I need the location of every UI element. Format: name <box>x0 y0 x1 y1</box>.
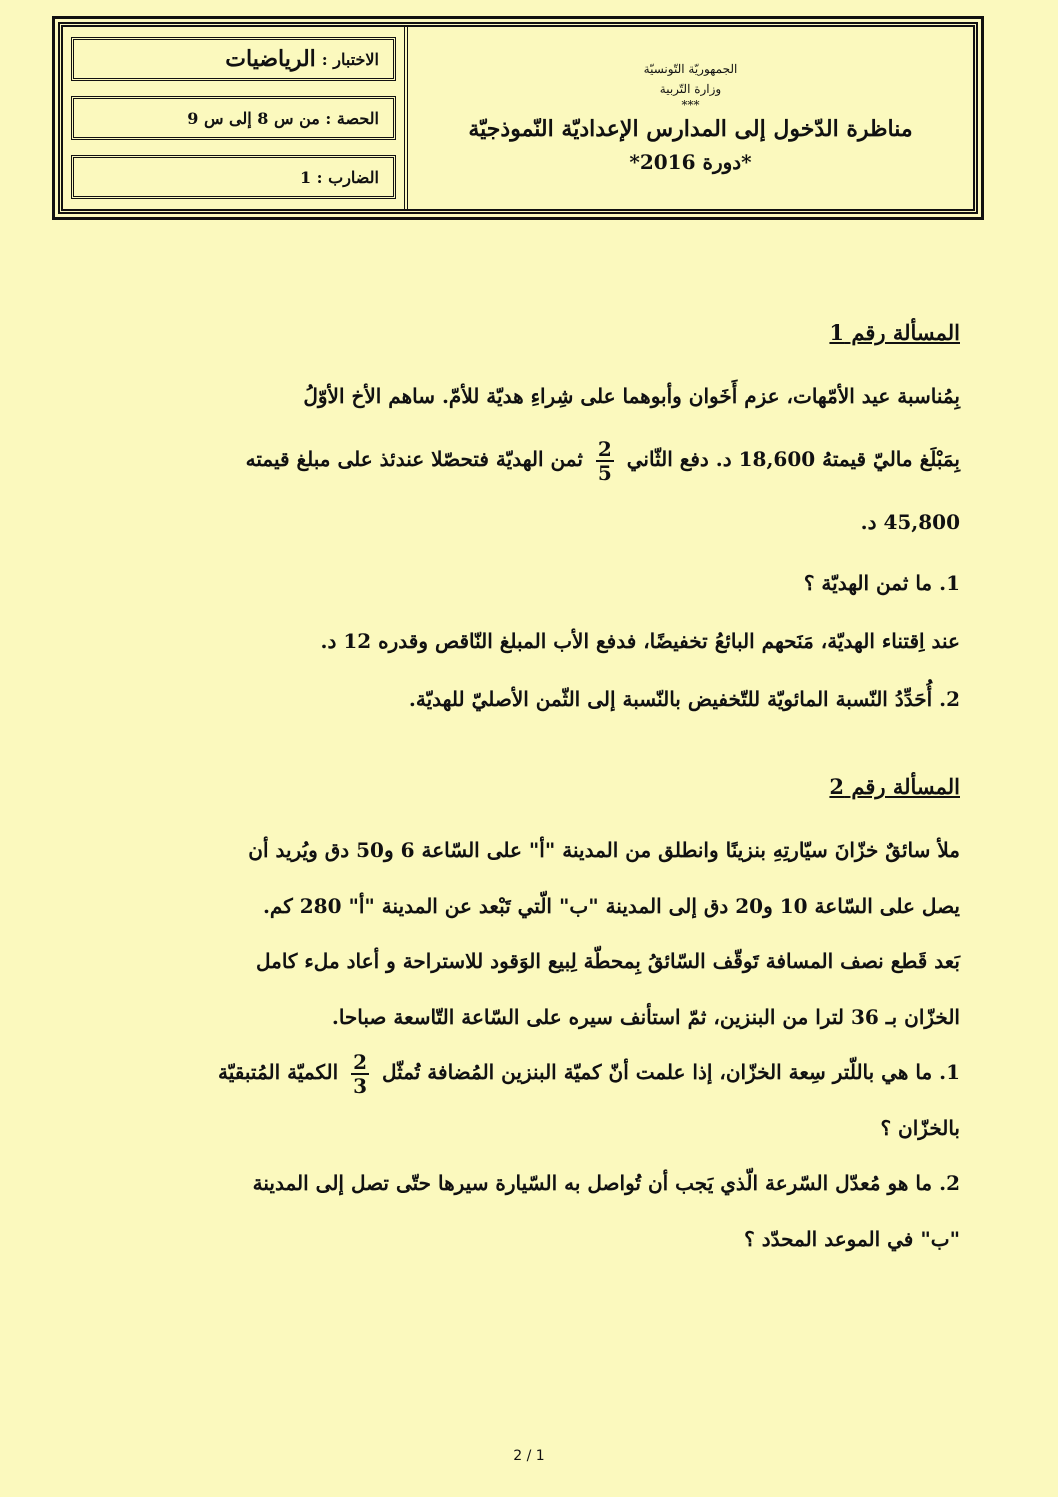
problem-1-line-3: 45,800 د. <box>860 510 960 534</box>
fraction-two-thirds <box>351 1051 369 1097</box>
fraction-denominator: 3 <box>353 1073 368 1098</box>
problem-2-para-2-line-2: الخزّان بـ 36 لترا من البنزين، ثمّ استأنف سيره على السّاعة التّاسعة صباحا. <box>331 1005 960 1029</box>
problem-2-question-2-cont: "ب" في الموعد المحدّد ؟ <box>744 1227 960 1251</box>
ministry-name: وزارة التّربية <box>659 82 722 96</box>
period-box <box>71 96 396 140</box>
page-number: 2 / 1 <box>513 1448 545 1464</box>
problem-1 <box>80 320 960 728</box>
exam-header <box>58 22 978 214</box>
problem-2-title: المسألة رقم 2 <box>829 774 960 799</box>
contest-info-column <box>408 27 973 209</box>
header-stars: *** <box>681 98 700 112</box>
fraction-numerator: 2 <box>597 436 612 461</box>
problem-2 <box>80 774 960 1263</box>
exam-coefficient: الضارب : 1 <box>299 167 379 187</box>
problem-2-question-1-end: الكميّة المُتبقيّة <box>218 1060 339 1084</box>
problem-2-question-1 <box>80 1041 960 1104</box>
fraction-denominator: 5 <box>597 460 612 485</box>
exam-period: الحصة : من س 8 إلى س 9 <box>187 108 379 128</box>
coefficient-box <box>71 155 396 199</box>
fraction-two-fifths <box>596 438 614 484</box>
exam-info-column <box>63 27 408 209</box>
problem-1-line-2 <box>80 428 960 491</box>
problem-1-question-2: 2. أُحَدِّدُ النّسبة المائويّة للتّخفيض بالنّسبة إلى الثّمن الأصليّ للهديّة. <box>408 687 960 711</box>
problem-2-question-1-start: 1. ما هي باللّتر سِعة الخزّان، إذا علمت أنّ كميّة البنزين المُضافة تُمثّل <box>382 1060 960 1084</box>
exam-label: الاختبار : <box>321 49 379 69</box>
problem-2-para-1-line-1: ملأ سائقٌ خزّانَ سيّارتِهِ بنزينًا وانطلق من المدينة "أ" على السّاعة 6 و50 دق ويُريد أن <box>248 838 960 862</box>
session-year: *دورة 2016* <box>629 150 752 174</box>
exam-subject: الرياضيات <box>225 46 316 72</box>
problem-1-question-1: 1. ما ثمن الهديّة ؟ <box>803 571 960 595</box>
republic-name: الجمهوريّة التّونسيّة <box>643 62 738 76</box>
problem-1-info: عند اِقتناء الهديّة، مَنَحهم البائعُ تخفيضًا، فدفع الأب المبلغ النّاقص وقدره 12 د. <box>320 629 960 653</box>
exam-body <box>80 320 960 1263</box>
problem-2-para-1-line-2: يصل على السّاعة 10 و20 دق إلى المدينة "ب" الّتي تَبْعد عن المدينة "أ" 280 كم. <box>262 894 960 918</box>
exam-subject-box <box>71 37 396 81</box>
contest-title: مناظرة الدّخول إلى المدارس الإعداديّة النّموذجيّة <box>468 116 913 142</box>
problem-2-question-2: 2. ما هو مُعدّل السّرعة الّذي يَجب أن تُواصل به السّيارة سيرها حتّى تصل إلى المدينة <box>252 1171 960 1195</box>
problem-2-para-2-line-1: بَعد قَطع نصف المسافة تَوقّف السّائقُ بِمحطّة لِبيع الوَقود للاستراحة و أعاد ملء كامل <box>255 949 960 973</box>
problem-1-line-2-start: بِمَبْلَغ ماليّ قيمتهُ 18,600 د. دفع الثّاني <box>626 447 960 471</box>
problem-1-title: المسألة رقم 1 <box>829 320 960 345</box>
problem-1-line-1: بِمُناسبة عيد الأمّهات، عزم أَخَوان وأبوهما على شِراءِ هديّة للأمّ. ساهم الأخ الأوّلُ <box>303 384 960 408</box>
problem-1-line-2-end: ثمن الهديّة فتحصّلا عندئذ على مبلغ قيمته <box>245 447 583 471</box>
fraction-numerator: 2 <box>353 1049 368 1074</box>
problem-2-question-1-cont: بالخزّان ؟ <box>880 1116 960 1140</box>
